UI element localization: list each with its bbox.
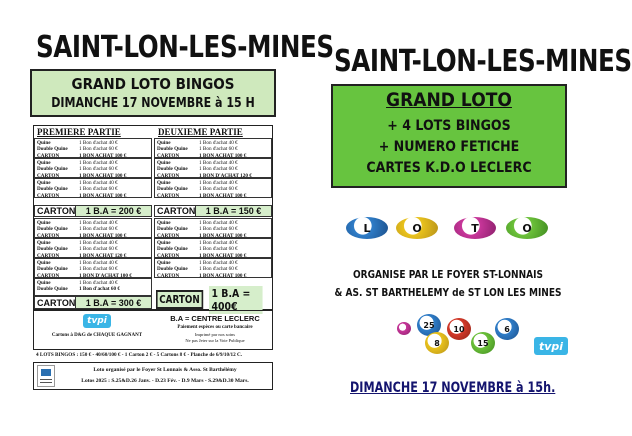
cartons-note: Cartons à D&G de CHAQUE GAGNANT [51,333,143,338]
prize-value: 1 BON ACHAT 100 € [199,192,247,199]
prize-cell [154,138,272,158]
prize-label: Double Quine [37,146,68,153]
prize-values [79,140,126,159]
prize-labels [157,240,188,259]
prize-value: 1 Bon d'achat 40 € [199,160,238,166]
prize-label: CARTON [157,252,180,259]
loto-letter-o1: O [412,221,422,235]
carton3-label: CARTON [37,297,76,308]
prize-value: 1 Bon d'achat 60 € [79,226,118,233]
ball-15-number: 15 [477,338,489,348]
ball-8 [425,332,449,354]
number-balls [395,312,525,356]
loto-letter-o2: O [522,221,532,235]
qr-icon [37,365,55,387]
prize-values [79,260,132,279]
prize-label: Quine [37,220,51,226]
prize-value: 1 BON ACHAT 100 € [199,272,247,279]
prize-label: CARTON [37,152,60,159]
prize-value: 1 Bon d'achat 40 € [79,280,118,286]
prize-label: Double Quine [37,226,68,233]
right-banner [331,84,567,188]
right-date: DIMANCHE 17 NOVEMBRE à 15h. [350,380,556,396]
prize-value: 1 BON ACHAT 100 € [79,172,127,179]
prize-label: Double Quine [37,166,68,173]
prize-label: Double Quine [37,266,68,273]
prize-cell [154,158,272,178]
tvpi-logo-right: tvpi [534,337,568,355]
footer-line1: Loto organisé par le Foyer St Lonnais & Asso. St Barthélémy [93,367,237,373]
prize-value: 1 BON D'ACHAT 120 € [199,172,252,179]
prize-label: Double Quine [157,266,188,273]
prize-value: 1 Bon d'achat 40 € [199,140,238,146]
prize-label: Quine [157,240,171,246]
loto-ball-t [454,217,496,239]
prize-labels [37,280,68,293]
ball-25-number: 25 [423,320,435,330]
carton2-row [154,205,272,217]
prize-values [199,160,252,179]
prize-values [79,180,126,199]
prize-cell [34,278,152,296]
organiser-line2: & AS. ST BARTHELEMY de ST LON LES MINES [334,286,562,299]
partie1-header: PREMIERE PARTIE [37,127,121,137]
prize-value: 1 Bon d'achat 60 € [79,286,120,293]
prize-label: Double Quine [37,186,68,193]
prize-value: 1 Bon d'achat 40 € [199,260,238,266]
prize-value: 1 Bon d'achat 60 € [79,166,118,173]
tvpi-logo-left: tvpi [83,314,111,328]
left-footer [33,362,273,390]
prize-value: 1 Bon d'achat 40 € [199,180,238,186]
ba-line2: Imprimé par nos soins [194,332,236,337]
prize-label: Quine [37,240,51,246]
prize-label: Quine [37,280,51,286]
prize-label: Quine [157,180,171,186]
prize-label: CARTON [157,192,180,199]
ba-line1: Paiement espèces ou carte bancaire [177,325,253,330]
prize-cell [34,138,152,158]
prize-value: 1 Bon d'achat 60 € [199,146,238,153]
prize-label: Quine [157,140,171,146]
prize-labels [157,260,188,279]
prize-labels [157,140,188,159]
prize-label: Quine [157,160,171,166]
prize-values [79,160,126,179]
left-banner [30,69,276,117]
ball-10 [447,318,471,340]
prize-value: 1 Bon d'achat 60 € [199,186,238,193]
prize-values [199,220,246,239]
loto-ball-l [346,217,388,239]
prize-value: 1 BON ACHAT 100 € [79,232,127,239]
prize-labels [157,160,188,179]
right-line3: + NUMERO FETICHE [378,139,520,155]
prize-value: 1 BON D'ACHAT 100 € [79,272,132,279]
loto-ball-o1 [396,217,438,239]
prize-value: 1 BON ACHAT 100 € [79,192,127,199]
left-banner-line2: DIMANCHE 17 NOVEMBRE à 15 H [51,96,255,111]
prize-value: 1 BON ACHAT 100 € [199,252,247,259]
prize-label: Double Quine [157,146,188,153]
carton3-value: 1 B.A = 300 € [85,297,142,308]
ball-6 [495,318,519,340]
prize-cell [154,178,272,198]
prize-label: Double Quine [157,246,188,253]
big-carton-label: CARTON [156,290,203,309]
prize-values [79,240,126,259]
prize-cell [154,238,272,258]
right-line4: CARTES K.D.O LECLERC [366,160,532,176]
prize-label: Double Quine [157,226,188,233]
prize-values [199,140,246,159]
right-line2: + 4 LOTS BINGOS [387,118,511,134]
prize-labels [37,240,68,259]
prize-label: CARTON [157,152,180,159]
prize-values [79,220,126,239]
carton2-value: 1 B.A = 150 € [205,206,262,216]
prize-cell [154,258,272,278]
prize-label: CARTON [37,232,60,239]
prize-label: Quine [37,140,51,146]
left-banner-line1: GRAND LOTO BINGOS [71,75,235,93]
prize-value: 1 Bon d'achat 60 € [79,146,118,153]
prize-cell [34,218,152,238]
prize-label: Double Quine [37,246,68,253]
prize-label: CARTON [157,232,180,239]
ball-15 [471,332,495,354]
ba-line3: Ne pas Jeter sur la Voie Publique [185,338,245,343]
ball-10-number: 10 [453,324,465,334]
prize-value: 1 Bon d'achat 60 € [199,166,238,173]
big-carton-value: 1 B.A = 400€ [209,286,263,314]
prize-value: 1 Bon d'achat 60 € [199,266,238,273]
organiser-line1: ORGANISE PAR LE FOYER ST-LONNAIS [353,268,543,281]
left-info-box [33,310,273,350]
prize-value: 1 BON ACHAT 100 € [199,152,247,159]
prize-label: CARTON [37,172,60,179]
prize-label: Quine [37,160,51,166]
prize-label: CARTON [37,192,60,199]
prize-value: 1 Bon d'achat 60 € [199,226,238,233]
prize-label: Quine [37,260,51,266]
prize-value: 1 Bon d'achat 40 € [79,260,118,266]
prize-labels [37,260,68,279]
prize-labels [157,220,188,239]
prize-labels [37,180,68,199]
prize-values [199,240,246,259]
prize-value: 1 BON ACHAT 100 € [199,232,247,239]
prize-label: CARTON [157,172,180,179]
prize-values [199,180,246,199]
ball-small [397,322,411,335]
prize-value: 1 Bon d'achat 60 € [79,266,118,273]
prize-cell [34,158,152,178]
big-carton [156,286,272,313]
footer-line2: Lotos 2025 : S.25&D.26 Janv. - D.23 Fév. - D.9 Mars - S.29&D.30 Mars. [81,378,249,384]
left-title: SAINT-LON-LES-MINES [36,30,334,65]
ball-6-number: 6 [504,324,510,334]
prize-cell [154,218,272,238]
prize-label: Double Quine [37,286,68,293]
prize-cell [34,238,152,258]
prize-value: 1 Bon d'achat 40 € [79,220,118,226]
carton2-label: CARTON [157,206,196,216]
ba-title: B.A = CENTRE LECLERC [170,314,260,323]
prize-value: 1 Bon d'achat 40 € [79,140,118,146]
prize-cell [34,258,152,278]
carton3-row [34,296,152,309]
prize-value: 1 Bon d'achat 60 € [199,246,238,253]
prize-label: CARTON [37,252,60,259]
prize-labels [37,220,68,239]
prize-value: 1 Bon d'achat 40 € [79,180,118,186]
loto-balls-row [344,215,554,243]
prize-values [79,280,120,293]
prize-label: Double Quine [157,166,188,173]
prize-values [199,260,246,279]
carton1-label: CARTON [37,206,76,216]
grand-loto: GRAND LOTO [386,89,512,111]
prize-label: Quine [37,180,51,186]
prize-cell [34,178,152,198]
prize-label: Quine [157,260,171,266]
prize-label: Double Quine [157,186,188,193]
ball-8-number: 8 [434,338,440,348]
prize-label: Quine [157,220,171,226]
loto-ball-o2 [506,217,548,239]
partie2-header: DEUXIEME PARTIE [158,127,243,137]
loto-letter-l: L [363,221,371,235]
prize-labels [37,160,68,179]
prize-value: 1 BON ACHAT 100 € [79,152,127,159]
prize-labels [157,180,188,199]
prize-label: CARTON [157,272,180,279]
carton1-value: 1 B.A = 200 € [85,206,142,216]
prize-value: 1 Bon d'achat 60 € [79,186,118,193]
prize-value: 1 BON ACHAT 120 € [79,252,127,259]
loto-letter-t: T [471,221,479,235]
prize-table [33,125,273,313]
prize-labels [37,140,68,159]
prize-value: 1 Bon d'achat 40 € [79,160,118,166]
prize-value: 1 Bon d'achat 40 € [79,240,118,246]
carton1-row [34,205,152,217]
prize-value: 1 Bon d'achat 60 € [79,246,118,253]
prize-value: 1 Bon d'achat 40 € [199,240,238,246]
prize-label: CARTON [37,272,60,279]
tarifs-line: 4 LOTS BINGOS : 150 € - 40/60/100 € - 1 Carton 2 € - 5 Cartons 8 € - Planche de 6/9/10/12 C. [36,352,243,358]
right-title: SAINT-LON-LES-MINES [334,44,632,79]
prize-value: 1 Bon d'achat 40 € [199,220,238,226]
